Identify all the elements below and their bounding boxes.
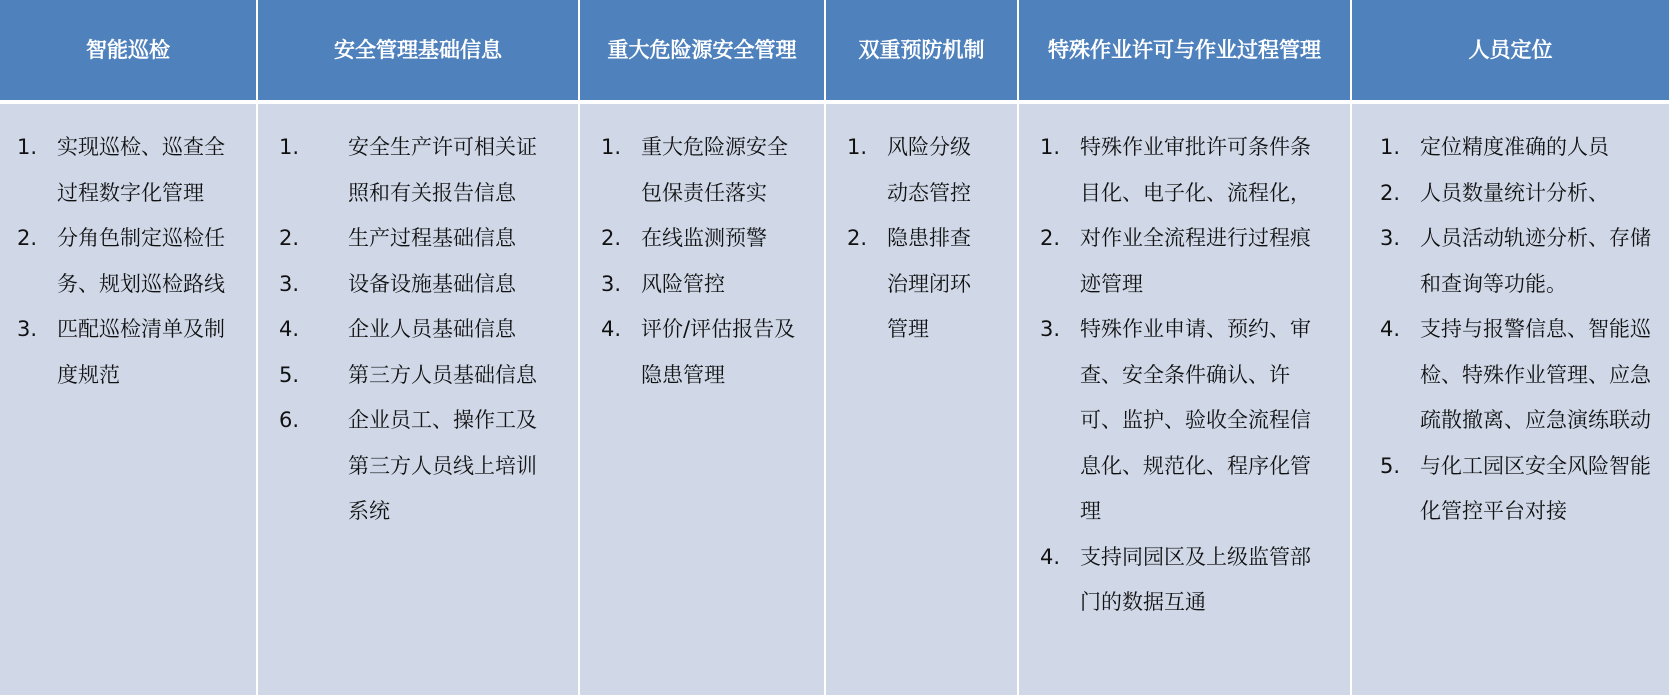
list-item	[279, 216, 554, 262]
list-item-text: 支持与报警信息、智能巡检、特殊作业管理、应急疏散撤离、应急演练联动	[1420, 317, 1651, 432]
list-item-number: 3.	[279, 271, 300, 296]
list-item-text: 人员活动轨迹分析、存储和查询等功能。	[1420, 226, 1651, 296]
list-item-text: 人员数量统计分析、	[1420, 180, 1609, 205]
list-item	[1380, 444, 1653, 535]
list-item	[1380, 125, 1653, 171]
list-item-number: 2.	[601, 226, 622, 250]
list-item-number: 2.	[847, 226, 868, 250]
list-smart-inspection	[17, 125, 234, 398]
list-item-number: 1.	[847, 135, 868, 159]
list-item	[1380, 171, 1653, 217]
list-item	[601, 307, 804, 398]
list-item-number: 1.	[1040, 135, 1061, 159]
list-item-text: 与化工园区安全风险智能化管控平台对接	[1420, 453, 1651, 523]
list-item	[279, 398, 554, 535]
list-item	[279, 262, 554, 308]
header-personnel-positioning: 人员定位	[1352, 0, 1669, 104]
list-item	[279, 353, 554, 399]
list-item	[601, 216, 804, 262]
list-item-number: 1.	[1380, 135, 1401, 159]
list-item-text: 特殊作业审批许可条件条目化、电子化、流程化，	[1080, 135, 1311, 205]
list-item-text: 特殊作业申请、预约、审查、安全条件确认、许可、监护、验收全流程信息化、规范化、程序化管理	[1080, 317, 1311, 523]
list-item-text: 在线监测预警	[641, 226, 767, 250]
list-item-number: 5.	[1380, 453, 1401, 478]
list-item-number: 1.	[17, 135, 38, 159]
list-item	[1040, 307, 1326, 535]
list-item-text: 匹配巡检清单及制度规范	[57, 317, 225, 387]
cell-special-operation	[1019, 104, 1352, 695]
list-item-number: 2.	[1040, 226, 1061, 250]
list-item-number: 3.	[601, 271, 622, 296]
list-item	[279, 307, 554, 353]
list-item	[1380, 307, 1653, 444]
list-item-text: 评价/评估报告及隐患管理	[641, 317, 796, 387]
list-item-text: 企业人员基础信息	[348, 317, 516, 341]
cell-smart-inspection	[0, 104, 258, 695]
list-item	[847, 125, 991, 216]
list-item-text: 支持同园区及上级监管部门的数据互通	[1080, 544, 1311, 614]
header-major-hazard-management: 重大危险源安全管理	[580, 0, 826, 104]
list-item-number: 3.	[1380, 226, 1401, 250]
list-item	[17, 307, 234, 398]
list-item	[1380, 216, 1653, 307]
list-item	[1040, 216, 1326, 307]
cell-safety-basic-info	[258, 104, 580, 695]
list-item-text: 生产过程基础信息	[348, 226, 516, 250]
list-item-text: 风险管控	[641, 271, 725, 296]
list-item-text: 分角色制定巡检任务、规划巡检路线	[57, 226, 225, 296]
list-item-number: 1.	[279, 135, 300, 159]
list-item-number: 2.	[1380, 180, 1401, 205]
list-safety-basic-info	[279, 125, 554, 535]
list-item-text: 隐患排查治理闭环管理	[887, 226, 971, 341]
list-special-operation	[1040, 125, 1326, 626]
header-special-operation: 特殊作业许可与作业过程管理	[1019, 0, 1352, 104]
list-item-number: 4.	[601, 317, 622, 341]
list-personnel-positioning	[1380, 125, 1653, 535]
list-item	[279, 125, 554, 216]
list-item-number: 5.	[279, 362, 300, 387]
header-safety-basic-info: 安全管理基础信息	[258, 0, 580, 104]
list-item-number: 2.	[17, 226, 38, 250]
cell-major-hazard-management	[580, 104, 826, 695]
list-item-number: 3.	[1040, 317, 1061, 341]
header-dual-prevention: 双重预防机制	[826, 0, 1019, 104]
list-item-number: 1.	[601, 135, 622, 159]
list-item-text: 企业员工、操作工及第三方人员线上培训系统	[348, 408, 537, 523]
list-item	[1040, 125, 1326, 216]
list-item	[17, 125, 234, 216]
cell-dual-prevention	[826, 104, 1019, 695]
list-item	[847, 216, 991, 353]
list-item-text: 设备设施基础信息	[348, 271, 516, 296]
list-item-number: 3.	[17, 317, 38, 341]
cell-personnel-positioning	[1352, 104, 1669, 695]
list-item-number: 2.	[279, 226, 300, 250]
list-item-text: 实现巡检、巡查全过程数字化管理	[57, 135, 225, 205]
list-item-number: 6.	[279, 408, 300, 432]
list-item	[601, 125, 804, 216]
list-item-number: 4.	[279, 317, 300, 341]
list-item-number: 4.	[1040, 544, 1061, 569]
list-item-number: 4.	[1380, 317, 1401, 341]
list-item-text: 重大危险源安全包保责任落实	[641, 135, 788, 205]
list-item-text: 对作业全流程进行过程痕迹管理	[1080, 226, 1311, 296]
list-item	[17, 216, 234, 307]
list-item-text: 定位精度准确的人员	[1420, 135, 1609, 159]
list-item-text: 风险分级动态管控	[887, 135, 971, 205]
list-major-hazard-management	[601, 125, 804, 398]
list-item	[1040, 535, 1326, 626]
list-item-text: 第三方人员基础信息	[348, 362, 537, 387]
list-item	[601, 262, 804, 308]
list-item-text: 安全生产许可相关证照和有关报告信息	[348, 135, 537, 205]
header-smart-inspection: 智能巡检	[0, 0, 258, 104]
list-dual-prevention	[847, 125, 991, 353]
